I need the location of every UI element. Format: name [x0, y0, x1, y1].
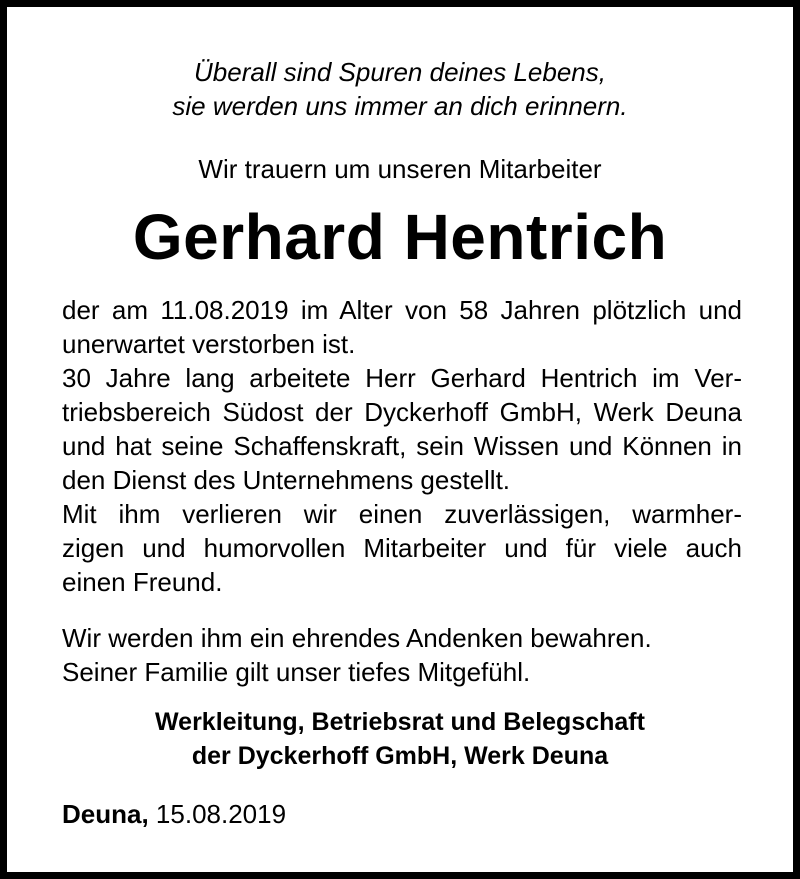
- motto-line-1: Überall sind Spuren deines Lebens,: [194, 57, 606, 87]
- closing-line: Wir werden ihm ein ehrendes Andenken bewahren.: [62, 623, 652, 653]
- body-line: der am 11.08.2019 im Alter von 58 Jahren plötzlich und: [62, 295, 742, 325]
- date: 15.08.2019: [155, 799, 287, 829]
- intro-text: Wir trauern um unseren Mitarbeiter: [198, 154, 602, 184]
- body-line: Mit ihm verlieren wir einen zuverlässigen, warmher-: [62, 499, 742, 529]
- place-date: [62, 797, 286, 831]
- body-line: zigen und humorvollen Mitarbeiter und für viele auch: [62, 533, 742, 563]
- body-line: triebsbereich Südost der Dyckerhoff GmbH, Werk Deuna: [62, 397, 742, 427]
- deceased-name: Gerhard Hentrich: [132, 201, 668, 273]
- body-line: und hat seine Schaffenskraft, sein Wissen und Können in: [62, 431, 742, 461]
- signature-line-1: Werkleitung, Betriebsrat und Belegschaft: [155, 708, 645, 736]
- motto-line-2: sie werden uns immer an dich erinnern.: [172, 91, 628, 121]
- closing-line: Seiner Familie gilt unser tiefes Mitgefühl.: [62, 657, 531, 687]
- body-line: einen Freund.: [62, 567, 223, 597]
- body-line: unerwartet verstorben ist.: [62, 329, 356, 359]
- body-line: den Dienst des Unternehmens gestellt.: [62, 465, 511, 495]
- body-line: 30 Jahre lang arbeitete Herr Gerhard Hentrich im Ver-: [62, 363, 742, 393]
- place: Deuna,: [62, 799, 149, 829]
- signature-line-2: der Dyckerhoff GmbH, Werk Deuna: [191, 742, 609, 770]
